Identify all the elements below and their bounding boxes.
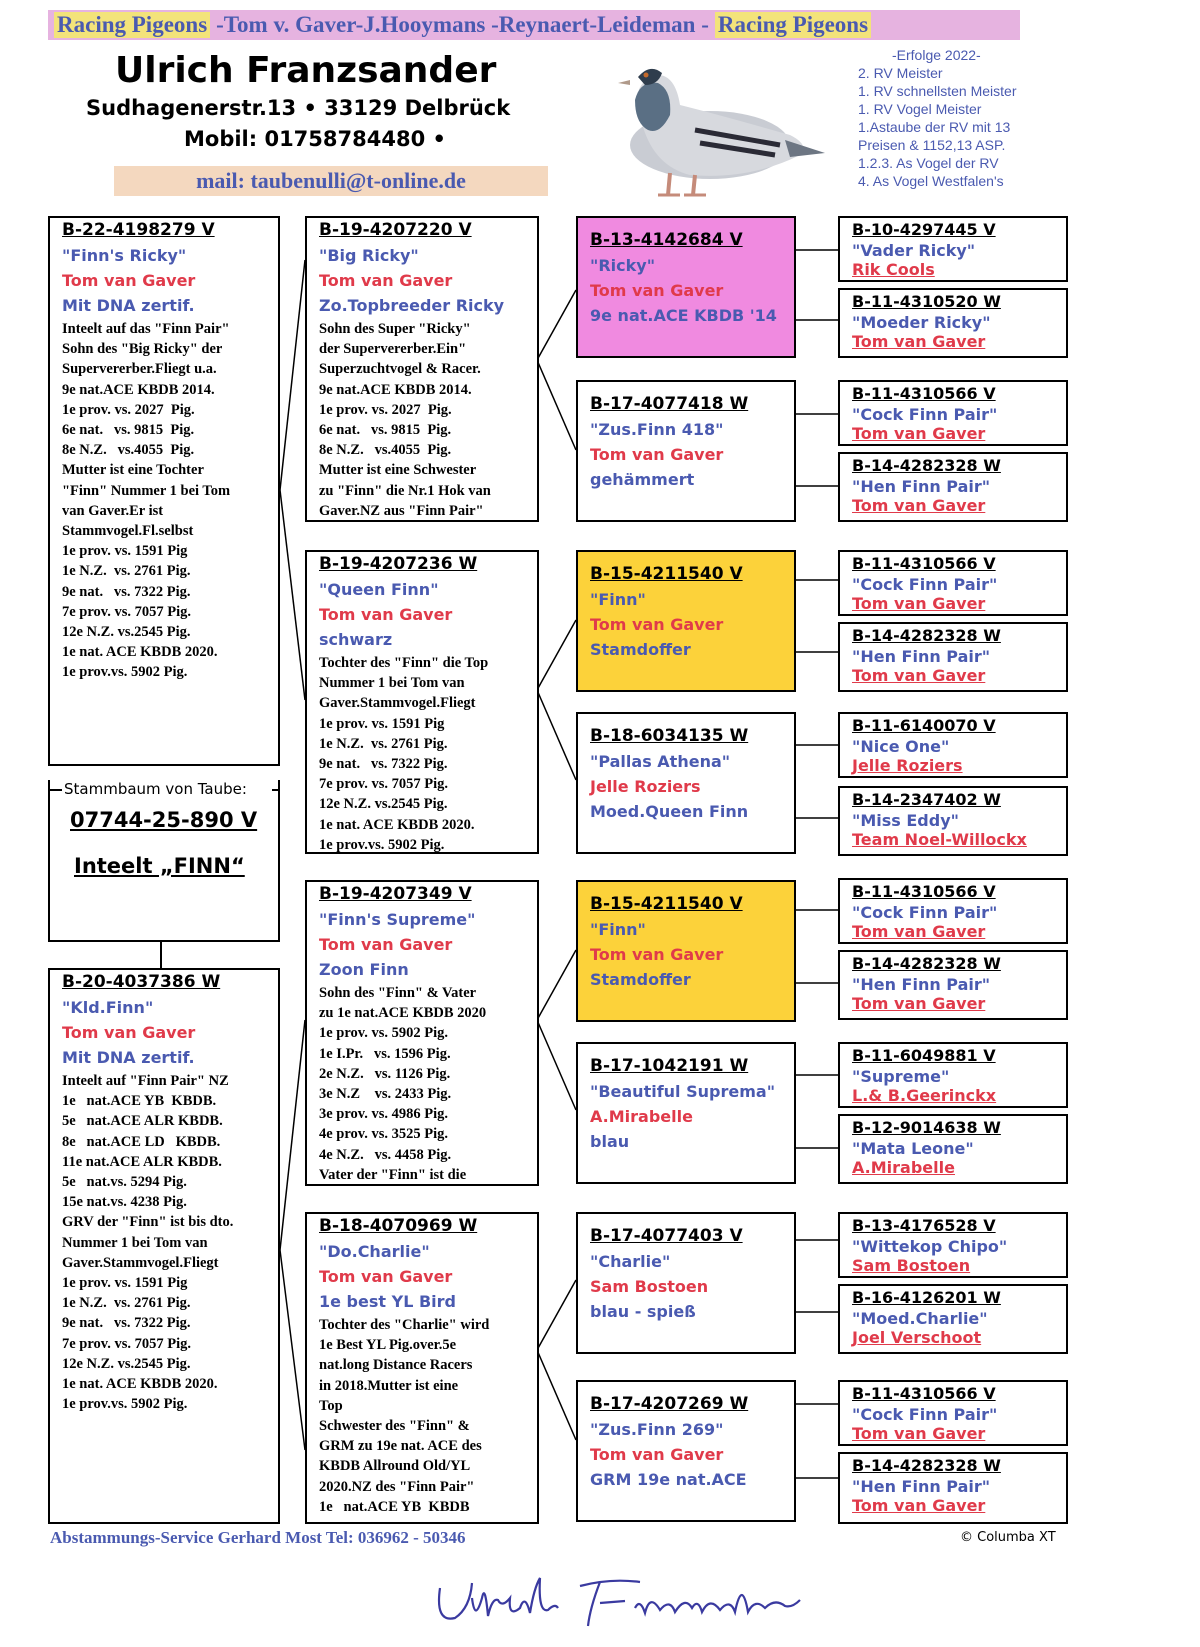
ring-number: B-20-4037386 W [62, 972, 221, 992]
banner-right: Racing Pigeons [715, 12, 871, 38]
pigeon-name: "Miss Eddy" [852, 811, 959, 830]
pigeon-name: "Cock Finn Pair" [852, 1405, 998, 1424]
success-item: 4. As Vogel Westfalen's [858, 173, 1004, 189]
ring-number: B-11-6140070 V [852, 716, 996, 735]
success-item: 1. RV Vogel Meister [858, 101, 982, 117]
breeder: Tom van Gaver [852, 332, 986, 351]
breeder: L.& B.Geerinckx [852, 1086, 997, 1105]
owner-address: Sudhagenerstr.13 • 33129 Delbrück [86, 96, 511, 120]
info: Moed.Queen Finn [590, 802, 749, 821]
ggparent-box [576, 550, 796, 692]
gen4-box [838, 1114, 1068, 1184]
ring-number: B-18-6034135 W [590, 726, 749, 746]
breeder: Tom van Gaver [319, 1267, 453, 1286]
ring-number: B-11-4310566 V [852, 882, 996, 901]
gen4-box [838, 1380, 1068, 1446]
ring-number: B-18-4070969 W [319, 1216, 478, 1236]
breeder: Rik Cools [852, 260, 935, 279]
pigeon-name: "Finn" [590, 920, 646, 939]
info: Mit DNA zertif. [62, 296, 195, 315]
pigeon-name: "Cock Finn Pair" [852, 903, 998, 922]
grandparent-box [305, 1212, 539, 1524]
ring-number: B-15-4211540 V [590, 564, 743, 584]
ggparent-box [576, 1380, 796, 1522]
info: blau - spieß [590, 1302, 696, 1321]
pigeon-name: "Do.Charlie" [319, 1242, 430, 1261]
ring-number: B-11-4310566 V [852, 554, 996, 573]
breeder: Jelle Roziers [852, 756, 963, 775]
gen4-box [838, 380, 1068, 446]
gen4-box [838, 1452, 1068, 1524]
breeder: Sam Bostoen [590, 1277, 709, 1296]
breeder: Tom van Gaver [852, 496, 986, 515]
gen4-box [838, 1212, 1068, 1278]
info: 1e best YL Bird [319, 1292, 456, 1311]
gen4-box [838, 1284, 1068, 1354]
gen4-box [838, 712, 1068, 778]
ring-number: B-11-4310566 V [852, 1384, 996, 1403]
info: schwarz [319, 630, 393, 649]
pigeon-name: "Beautiful Suprema" [590, 1082, 776, 1101]
pigeon-name: "Finn's Supreme" [319, 910, 476, 929]
ring-number: B-15-4211540 V [590, 894, 743, 914]
owner-mail: mail: taubenulli@t-online.de [114, 166, 548, 196]
pedigree-label: Stammbaum von Taube: [64, 780, 247, 798]
ring-number: B-16-4126201 W [852, 1288, 1001, 1307]
pigeon-name: "Vader Ricky" [852, 241, 976, 260]
description: Inteelt auf "Finn Pair" NZ 1e nat.ACE YB KBDB. 5e nat.ACE ALR KBDB. 8e nat.ACE LD KBDB. 11e nat.ACE ALR KBDB. 5e nat.vs. 5294 Pig. 15e nat.vs. 4238 Pig. GRV der "Finn" ist bis dto. Nummer 1 bei Tom van Gaver.Stammvogel.Fliegt 1e prov. vs. 1591 Pig 1e N.Z. vs. 2761 Pig. 9e nat. vs. 7322 Pig. 7e prov. vs. 7057 Pig. 12e N.Z. vs.2545 Pig. 1e nat. ACE KBDB 2020. 1e prov.vs. 5902 Pig. [62, 1073, 234, 1413]
breeder: Tom van Gaver [319, 935, 453, 954]
pigeon-name: "Kld.Finn" [62, 998, 154, 1017]
breeder: Jelle Roziers [590, 777, 701, 796]
pigeon-name: "Zus.Finn 269" [590, 1420, 724, 1439]
ring-number: B-14-4282328 W [852, 1456, 1001, 1475]
pigeon-name: "Wittekop Chipo" [852, 1237, 1008, 1256]
ggparent-box [576, 216, 796, 358]
pigeon-name: "Hen Finn Pair" [852, 975, 991, 994]
gen4-box [838, 288, 1068, 358]
pigeon-name: "Finn" [590, 590, 646, 609]
info: GRM 19e nat.ACE [590, 1470, 747, 1489]
gen4-box [838, 452, 1068, 522]
description: Tochter des "Finn" die Top Nummer 1 bei Tom van Gaver.Stammvogel.Fliegt 1e prov. vs. 1591 Pig 1e N.Z. vs. 2761 Pig. 9e nat. vs. 7322 Pig. 7e prov. vs. 7057 Pig. 12e N.Z. vs.2545 Pig. 1e nat. ACE KBDB 2020. 1e prov.vs. 5902 Pig. [319, 655, 489, 853]
info: blau [590, 1132, 630, 1151]
success-item: 1. RV schnellsten Meister [858, 83, 1017, 99]
breeder: Tom van Gaver [852, 994, 986, 1013]
ggparent-box [576, 380, 796, 522]
banner-left: Racing Pigeons [54, 12, 210, 38]
footer-service: Abstammungs-Service Gerhard Most Tel: 036962 - 50346 [50, 1528, 466, 1547]
success-item: Preisen & 1152,13 ASP. [858, 137, 1006, 153]
breeder: Tom van Gaver [852, 594, 986, 613]
ring-number: B-11-6049881 V [852, 1046, 996, 1065]
info: Zoon Finn [319, 960, 409, 979]
grandparent-box [305, 216, 539, 522]
breeder: Tom van Gaver [852, 922, 986, 941]
description: Sohn des "Finn" & Vater zu 1e nat.ACE KBDB 2020 1e prov. vs. 5902 Pig. 1e I.Pr. vs. 1596 Pig. 2e N.Z. vs. 1126 Pig. 3e N.Z vs. 2433 Pig. 3e prov. vs. 4986 Pig. 4e prov. vs. 3525 Pig. 4e N.Z. vs. 4458 Pig. Vater der "Finn" ist die [319, 985, 487, 1183]
ring-number: B-13-4142684 V [590, 230, 743, 250]
ring-number: B-22-4198279 V [62, 220, 215, 240]
pigeon-name: "Queen Finn" [319, 580, 439, 599]
breeder: Tom van Gaver [590, 945, 724, 964]
breeder: Tom van Gaver [852, 1496, 986, 1515]
info: gehämmert [590, 470, 695, 489]
successes-title: -Erfolge 2022- [892, 47, 981, 63]
pedigree-name: Inteelt „FINN“ [74, 854, 245, 878]
gen4-box [838, 622, 1068, 692]
info: 9e nat.ACE KBDB '14 [590, 306, 777, 325]
pigeon-name: "Cock Finn Pair" [852, 405, 998, 424]
ring-number: B-19-4207349 V [319, 884, 472, 904]
breeder: Tom van Gaver [62, 1023, 196, 1042]
ring-number: B-17-1042191 W [590, 1056, 749, 1076]
pigeon-name: "Nice One" [852, 737, 950, 756]
ring-number: B-14-4282328 W [852, 456, 1001, 475]
info: Stamdoffer [590, 970, 691, 989]
success-item: 1.Astaube der RV mit 13 [858, 119, 1011, 135]
ring-number: B-13-4176528 V [852, 1216, 996, 1235]
breeder: Team Noel-Willockx [852, 830, 1027, 849]
pigeon-name: "Charlie" [590, 1252, 671, 1271]
pigeon-name: "Zus.Finn 418" [590, 420, 724, 439]
breeder: Tom van Gaver [319, 605, 453, 624]
breeder: Tom van Gaver [319, 271, 453, 290]
ggparent-box [576, 1212, 796, 1354]
description: Tochter des "Charlie" wird 1e Best YL Pig.over.5e nat.long Distance Racers in 2018.Mutter ist eine Top Schwester des "Finn" & GRM zu 19e nat. ACE des KBDB Allround Old/YL 2020.NZ des "Finn Pair" 1e nat.ACE YB KBDB [319, 1317, 490, 1515]
pigeon-name: "Cock Finn Pair" [852, 575, 998, 594]
ring-number: B-17-4077403 V [590, 1226, 743, 1246]
owner-name: Ulrich Franzsander [115, 50, 497, 91]
breeder: A.Mirabelle [590, 1107, 693, 1126]
info: Mit DNA zertif. [62, 1048, 195, 1067]
pigeon-name: "Moeder Ricky" [852, 313, 991, 332]
owner-phone: Mobil: 01758784480 • [184, 127, 446, 151]
description: Sohn des Super "Ricky" der Supervererber.Ein" Superzuchtvogel & Racer. 9e nat.ACE KBDB 2014. 1e prov. vs. 2027 Pig. 6e nat. vs. 9815 Pig. 8e N.Z. vs.4055 Pig. Mutter ist eine Schwester zu "Finn" die Nr.1 Hok van Gaver.NZ aus "Finn Pair" [319, 321, 491, 519]
breeder: Tom van Gaver [590, 1445, 724, 1464]
gen4-box [838, 878, 1068, 944]
ggparent-box [576, 880, 796, 1022]
ring-number: B-17-4077418 W [590, 394, 749, 414]
ring-number: B-11-4310566 V [852, 384, 996, 403]
pigeon-name: "Hen Finn Pair" [852, 1477, 991, 1496]
pigeon-name: "Hen Finn Pair" [852, 477, 991, 496]
gen4-box [838, 216, 1068, 282]
ring-number: B-17-4207269 W [590, 1394, 749, 1414]
gen4-box [838, 786, 1068, 856]
grandparent-box [305, 550, 539, 854]
ring-number: B-14-4282328 W [852, 954, 1001, 973]
pigeon-name: "Supreme" [852, 1067, 950, 1086]
gen4-box [838, 550, 1068, 616]
pigeon-name: "Hen Finn Pair" [852, 647, 991, 666]
breeder: Tom van Gaver [590, 445, 724, 464]
ring-number: B-10-4297445 V [852, 220, 996, 239]
breeder: A.Mirabelle [852, 1158, 955, 1177]
pigeon-name: "Ricky" [590, 256, 656, 275]
footer-copyright: © Columba XT [960, 1530, 1056, 1545]
pigeon-name: "Mata Leone" [852, 1139, 974, 1158]
breeder: Sam Bostoen [852, 1256, 971, 1275]
ring-number: B-12-9014638 W [852, 1118, 1001, 1137]
signature [430, 1568, 850, 1638]
breeder: Joel Verschoot [852, 1328, 982, 1347]
info: Zo.Topbreeder Ricky [319, 296, 505, 315]
breeder: Tom van Gaver [590, 615, 724, 634]
ring-number: B-19-4207236 W [319, 554, 478, 574]
ggparent-box [576, 712, 796, 854]
description: Inteelt auf das "Finn Pair" Sohn des "Big Ricky" der Supervererber.Fliegt u.a. 9e nat.ACE KBDB 2014. 1e prov. vs. 2027 Pig. 6e nat. vs. 9815 Pig. 8e N.Z. vs.4055 Pig. Mutter ist eine Tochter "Finn" Nummer 1 bei Tom van Gaver.Er ist Stammvogel.Fl.selbst 1e prov. vs. 1591 Pig 1e N.Z. vs. 2761 Pig. 9e nat. vs. 7322 Pig. 7e prov. vs. 7057 Pig. 12e N.Z. vs.2545 Pig. 1e nat. ACE KBDB 2020. 1e prov.vs. 5902 Pig. [62, 321, 231, 681]
ring-number: B-14-4282328 W [852, 626, 1001, 645]
breeder: Tom van Gaver [62, 271, 196, 290]
success-item: 1.2.3. As Vogel der RV [858, 155, 999, 171]
grandparent-box [305, 880, 539, 1186]
success-item: 2. RV Meister [858, 65, 943, 81]
ggparent-box [576, 1042, 796, 1184]
info: Stamdoffer [590, 640, 691, 659]
breeder: Tom van Gaver [852, 424, 986, 443]
gen4-box [838, 1042, 1068, 1108]
breeder: Tom van Gaver [590, 281, 724, 300]
pigeon-name: "Finn's Ricky" [62, 246, 187, 265]
banner-middle: -Tom v. Gaver-J.Hooymans -Reynaert-Leideman - [216, 12, 709, 37]
ring-number: B-19-4207220 V [319, 220, 472, 240]
pedigree-ring: 07744-25-890 V [70, 808, 258, 832]
gen4-box [838, 950, 1068, 1020]
ring-number: B-11-4310520 W [852, 292, 1001, 311]
breeder: Tom van Gaver [852, 1424, 986, 1443]
ring-number: B-14-2347402 W [852, 790, 1001, 809]
pigeon-name: "Big Ricky" [319, 246, 419, 265]
pigeon-name: "Pallas Athena" [590, 752, 731, 771]
breeder: Tom van Gaver [852, 666, 986, 685]
pigeon-name: "Moed.Charlie" [852, 1309, 988, 1328]
